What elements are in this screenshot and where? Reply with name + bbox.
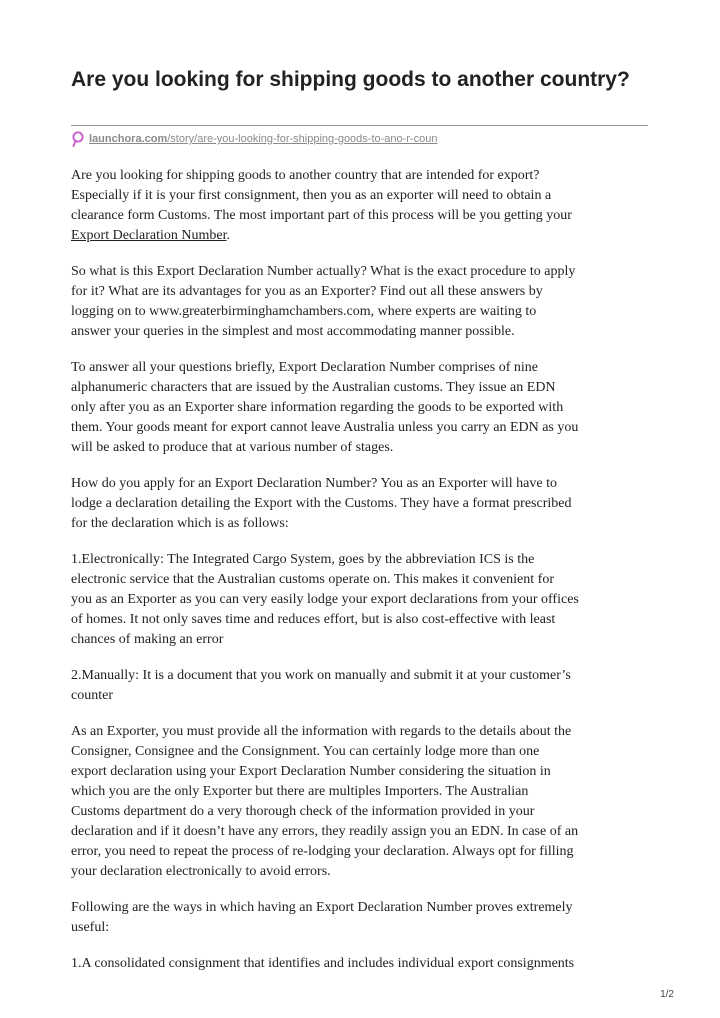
- text-line: How do you apply for an Export Declaration Number? You as an Exporter will have to: [71, 476, 557, 491]
- article-title: Are you looking for shipping goods to another country?: [71, 68, 630, 91]
- title-divider: [71, 125, 648, 126]
- text-line: So what is this Export Declaration Number actually? What is the exact procedure to apply: [71, 264, 576, 279]
- article-body: [71, 166, 648, 990]
- text-line: alphanumeric characters that are issued by the Australian customs. They issue an EDN: [71, 380, 556, 395]
- source-path[interactable]: /story/are-you-looking-for-shipping-goods-to-ano-r-coun: [167, 133, 438, 145]
- paragraph: [71, 262, 648, 342]
- text-line: you as an Exporter as you can very easily lodge your export declarations from your offices: [71, 592, 579, 607]
- paragraph: [71, 550, 648, 650]
- paragraph: [71, 898, 648, 938]
- paragraph: [71, 722, 648, 882]
- paragraph: [71, 474, 648, 534]
- text-line: logging on to www.greaterbirminghamchambers.com, where experts are waiting to: [71, 304, 537, 319]
- text-line: 1.A consolidated consignment that identifies and includes individual export consignments: [71, 956, 575, 971]
- text-line: 2.Manually: It is a document that you work on manually and submit it at your customer’s: [71, 668, 571, 683]
- text-line: Customs department do a very thorough check of the information provided in your: [71, 804, 535, 819]
- text-line: Following are the ways in which having an Export Declaration Number proves extremely: [71, 900, 573, 915]
- page-number: 1/2: [660, 989, 674, 1000]
- export-declaration-link[interactable]: Export Declaration Number: [71, 228, 227, 243]
- paragraph: [71, 166, 648, 246]
- text-line: Especially if it is your first consignment, then you as an exporter will need to obtain a: [71, 188, 552, 203]
- paragraph: [71, 666, 648, 706]
- link-suffix: .: [226, 228, 231, 243]
- text-line: your declaration electronically to avoid errors.: [71, 864, 331, 879]
- source-domain[interactable]: launchora.com: [89, 133, 168, 145]
- text-line: for the declaration which is as follows:: [71, 516, 289, 531]
- text-line: export declaration using your Export Declaration Number considering the situation in: [71, 764, 551, 779]
- text-line: Consigner, Consignee and the Consignment. You can certainly lodge more than one: [71, 744, 540, 759]
- source-link[interactable]: [71, 131, 438, 147]
- text-line: 1.Electronically: The Integrated Cargo System, goes by the abbreviation ICS is the: [71, 552, 535, 567]
- text-line: which you are the only Exporter but there are multiples Importers. The Australian: [71, 784, 529, 799]
- text-line: will be asked to produce that at various number of stages.: [71, 440, 394, 455]
- text-line: of homes. It not only saves time and reduces effort, but is also cost-effective with least: [71, 612, 556, 627]
- text-line: To answer all your questions briefly, Export Declaration Number comprises of nine: [71, 360, 538, 375]
- text-line: counter: [71, 688, 113, 703]
- paragraph: [71, 954, 648, 974]
- text-line: clearance form Customs. The most important part of this process will be you getting your: [71, 208, 572, 223]
- pin-icon: [71, 131, 85, 147]
- text-line: error, you need to repeat the process of re-lodging your declaration. Always opt for filling: [71, 844, 574, 859]
- text-line: Are you looking for shipping goods to another country that are intended for export?: [71, 168, 540, 183]
- text-line: declaration and if it doesn’t have any errors, they readily assign you an EDN. In case of an: [71, 824, 579, 839]
- text-line: for it? What are its advantages for you as an Exporter? Find out all these answers by: [71, 284, 543, 299]
- text-line: lodge a declaration detailing the Export with the Customs. They have a format prescribed: [71, 496, 572, 511]
- text-line: electronic service that the Australian customs operate on. This makes it convenient for: [71, 572, 554, 587]
- text-line: answer your queries in the simplest and most accommodating manner possible.: [71, 324, 515, 339]
- text-line: useful:: [71, 920, 110, 935]
- paragraph: [71, 358, 648, 458]
- text-line: only after you as an Exporter share information regarding the goods to be exported with: [71, 400, 564, 415]
- text-line: chances of making an error: [71, 632, 224, 647]
- text-line: As an Exporter, you must provide all the information with regards to the details about the: [71, 724, 572, 739]
- text-line: them. Your goods meant for export cannot leave Australia unless you carry an EDN as you: [71, 420, 579, 435]
